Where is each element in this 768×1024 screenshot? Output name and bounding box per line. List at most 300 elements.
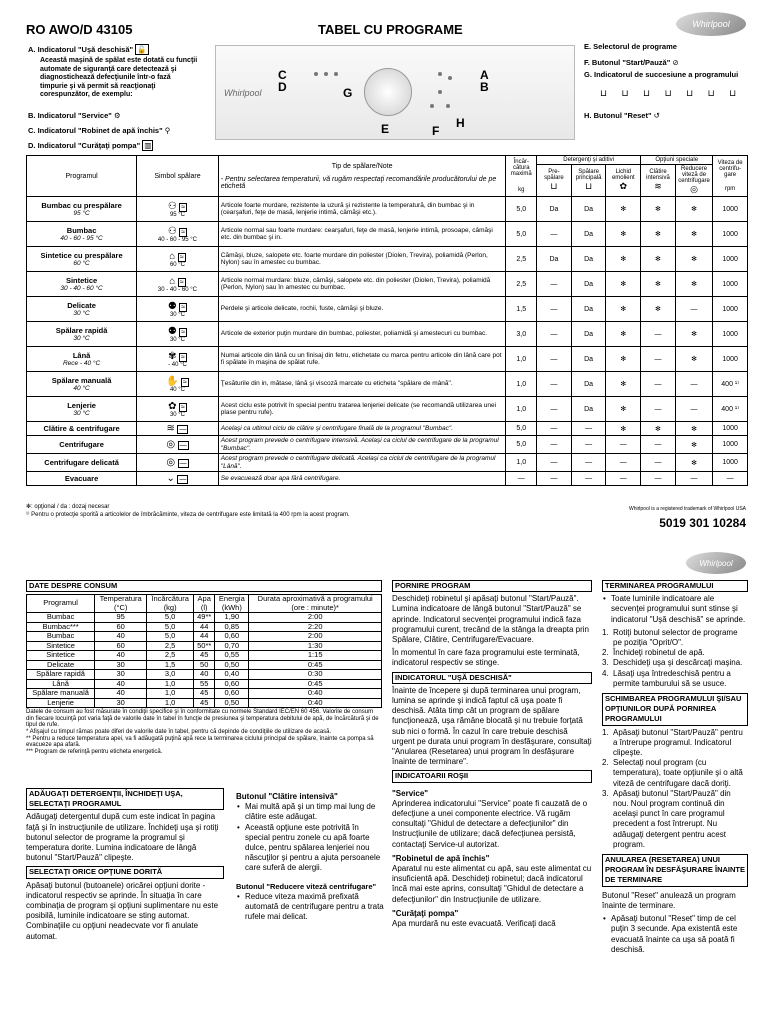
spin-speed: 1000 <box>713 272 748 297</box>
reduce-value: ✻ <box>675 422 712 436</box>
prewash-value: — <box>537 436 572 454</box>
max-load: 3,0 <box>506 322 537 347</box>
program-row <box>27 397 748 422</box>
consumption-cell: 5,0 <box>147 613 194 623</box>
consumption-cell: Bumbac <box>27 632 95 642</box>
options-heading: SELECTAŢI ORICE OPŢIUNE DORITĂ <box>26 866 224 878</box>
program-name: Lână Rece - 40 °C <box>27 347 137 372</box>
consumption-row <box>27 651 382 661</box>
consumption-cell: 1,0 <box>147 698 194 708</box>
trademark-note: Whirlpool is a registered trademark of Whirlpool USA <box>629 506 746 512</box>
prewash-value: Da <box>537 247 572 272</box>
consumption-cell: 0:45 <box>249 660 382 670</box>
reduce-value: — <box>675 397 712 422</box>
softener-value: ✻ <box>606 222 641 247</box>
end-heading: TERMINAREA PROGRAMULUI <box>602 580 748 592</box>
mainwash-value: Da <box>571 247 606 272</box>
start-text-2: În momentul în care faza programului este terminată, indicatorul respectiv se stinge. <box>392 648 580 668</box>
max-load: 5,0 <box>506 222 537 247</box>
change-heading: SCHIMBAREA PROGRAMULUI ŞI/SAU OPŢIUNILOR DUPĂ PORNIREA PROGRAMULUI <box>602 693 748 726</box>
th-load: Încăr-cătura maximă kg <box>506 156 537 197</box>
service-icon: ⚙ <box>113 111 121 120</box>
prewash-value: — <box>537 422 572 436</box>
max-load: 1,0 <box>506 397 537 422</box>
consumption-cell: 40 <box>95 689 147 699</box>
consumption-header: Încărcătura (kg) <box>147 595 194 613</box>
wash-symbol: ✿ ≈ 30 °C <box>137 397 219 422</box>
softener-value: ✻ <box>606 322 641 347</box>
intensive-value: ✻ <box>641 272 676 297</box>
consumption-cell: 44 <box>194 632 215 642</box>
wash-description: Cămăşi, bluze, salopete etc. foarte murdare din poliester (Diolen, Trevira), poliamidă (Perlon, Nylon) sau în amestec cu bumbac. <box>218 247 506 272</box>
program-dial-icon: ✾ <box>168 350 177 362</box>
label-a: A. Indicatorul "Uşă deschisă" 🔓 <box>28 45 147 54</box>
care-label-icon: ≈ <box>181 203 186 211</box>
whirlpool-logo-2: Whirlpool <box>686 552 746 574</box>
footnote-400rpm: ¹⁾ Pentru o protecţie sporită a articolelor de îmbrăcăminte, viteza de centrifugare este limitată la 400 rpm la acest program. <box>26 512 350 518</box>
reduce-value: — <box>675 297 712 322</box>
consumption-cell: 2,5 <box>147 651 194 661</box>
rinse-item: • Această opţiune este potrivită în special pentru zonele cu apă foarte dulce, pentru spălarea lenjeriei nou născuţilor şi pentru a ajuta persoanele care suferă de alergii. <box>236 823 384 874</box>
program-dial-icon: ⚉ <box>167 325 177 337</box>
reduce-value: — <box>675 372 712 397</box>
intensive-value: ✻ <box>641 297 676 322</box>
program-name: Evacuare <box>27 472 137 486</box>
start-text-1: Deschideţi robinetul şi apăsaţi butonul "Start/Pauză". Lumina indicatoare de lângă butonul "Start/Pauză" se aprinde. Indicatorul secvenţei programului indică faza programului curent, trecând de la stânga la dreapta prin Spălare, Clătire, Centrifugare/Evacuare. <box>392 594 590 645</box>
consumption-cell: 1:30 <box>249 641 382 651</box>
spin-speed: 1000 <box>713 436 748 454</box>
care-label-icon: ≈ <box>181 303 186 311</box>
wash-symbol: ✾ ≈ - 40 °C <box>137 347 219 372</box>
usage-instructions-page <box>0 548 768 1024</box>
step-item: 3. Deschideţi uşa şi descărcaţi maşina. <box>602 658 743 668</box>
program-row <box>27 347 748 372</box>
softener-value: ✻ <box>606 372 641 397</box>
detergent-text: Adăugaţi detergentul după cum este indicat în pagina faţă şi în instrucţiunile de utilizare. Închideţi uşa şi rotiţi butonul selector de programe la programul şi temperatura dorite. Lumina indicatoare de lângă butonul "Start/Pauză" clipeşte. <box>26 812 219 863</box>
consumption-note-2: * Afişajul cu timpul rămas poate diferi de valorile date în tabel, pentru că depinde de condiţiile de utilizare de acasă. <box>26 728 332 735</box>
consumption-cell: Bumbac <box>27 613 95 623</box>
intensive-value: — <box>641 347 676 372</box>
rinse-item: • Mai multă apă şi un timp mai lung de clătire este adăugat. <box>236 802 384 822</box>
consumption-cell: 2,5 <box>147 641 194 651</box>
prewash-value: — <box>537 397 572 422</box>
intensive-value: ✻ <box>641 197 676 222</box>
softener-value: — <box>606 436 641 454</box>
intensive-value: — <box>641 322 676 347</box>
intensive-value: — <box>641 472 676 486</box>
consumption-cell: 40 <box>95 679 147 689</box>
program-row <box>27 472 748 486</box>
consumption-note-1: Datele de consum au fost măsurate în condiţii specifice şi în conformitate cu normele Standard IEC/EN 60 456. Valorile de consum din fiecare locuinţă pot varia faţă de valorile date în tabel în funcţie de presiunea şi temperatura debitului de apă, de încărcătură şi de tipul de rufe. <box>26 709 379 729</box>
mainwash-value: — <box>571 472 606 486</box>
consumption-cell: 0:40 <box>249 689 382 699</box>
care-label-icon: ≈ <box>181 403 185 411</box>
care-label-icon: — <box>179 476 187 483</box>
care-label-icon: ≈ <box>179 278 184 286</box>
prewash-value: — <box>537 272 572 297</box>
program-row <box>27 372 748 397</box>
wash-symbol: ⚇ ≈ 40 - 60 - 95 °C <box>137 222 219 247</box>
program-name: Sintetice 30 - 40 - 60 °C <box>27 272 137 297</box>
wash-description: Perdele şi articole delicate, rochii, fuste, câmăşi şi bluze. <box>218 297 506 322</box>
consumption-cell: 50 <box>194 660 215 670</box>
spin-speed: 1000 <box>713 347 748 372</box>
tap-text: Aparatul nu este alimentat cu apă, sau este alimentat cu insuficientă apă. Deschideţi robinetul; dacă indicatorul încă mai este aprins, consultaţi "Ghidul de detectare a defecţiunilor" din Instrucţiunile de utilizare. <box>392 864 592 904</box>
consumption-cell: Delicate <box>27 660 95 670</box>
step-item: 2. Închideţi robinetul de apă. <box>602 648 705 658</box>
prewash-value: Da <box>537 197 572 222</box>
consumption-cell: 45 <box>194 698 215 708</box>
consumption-cell: 0,60 <box>215 679 249 689</box>
consumption-cell: 40 <box>194 670 215 680</box>
wash-description: Numai articole din lână cu un finisaj din fetru, etichetate cu marca pentru articole din lână care pot fi spălate în maşina de spălat rufe. <box>218 347 506 372</box>
program-dial-icon: ⚇ <box>167 225 177 237</box>
th-symbol: Simbol spălare <box>137 156 219 197</box>
program-dial-icon: ≋ <box>166 423 175 434</box>
care-label-icon: ≈ <box>179 253 184 261</box>
options-text: Apăsaţi butonul (butoanele) oricărei opţiuni dorite - indicatorul respectiv se aprinde. În situaţia în care combinaţia de program şi opţiuni suplimentare nu este posibilă, luminile indicatoare se sting automat. Combinaţiile cu opţiuni neadecvate vor fi anulate automat. <box>26 880 219 941</box>
max-load: 1,0 <box>506 372 537 397</box>
max-load: 5,0 <box>506 197 537 222</box>
intensive-value: — <box>641 372 676 397</box>
consumption-row <box>27 698 382 708</box>
consumption-cell: 1,0 <box>147 679 194 689</box>
program-row <box>27 297 748 322</box>
program-table <box>26 155 748 486</box>
door-heading: INDICATORUL "UŞĂ DESCHISĂ" <box>392 672 592 684</box>
spin-speed: 1000 <box>713 247 748 272</box>
label-f: F. Butonul "Start/Pauză" ⊘ <box>584 58 679 67</box>
footnote-optional: ✻: opţional / da : dozaj necesar <box>26 504 110 510</box>
wash-description: Ţesăturile din in, mătase, lână şi viscoză marcate cu eticheta "spălare de mână". <box>218 372 506 397</box>
prewash-value: — <box>537 372 572 397</box>
pump-text: Apa murdară nu este evacuată. Verificaţi dacă <box>392 919 556 929</box>
wash-symbol <box>137 454 219 472</box>
program-dial-icon: ✋ <box>166 375 179 387</box>
mainwash-value: Da <box>571 222 606 247</box>
consumption-cell: Lenjerie <box>27 698 95 708</box>
program-dial-icon: ◎ <box>166 439 176 450</box>
consumption-cell: 0,85 <box>215 622 249 632</box>
consumption-cell: Lână <box>27 679 95 689</box>
start-section <box>392 580 592 932</box>
label-c: C. Indicatorul "Robinet de apă închis" ⚲ <box>28 126 171 135</box>
panel-letter-b: B <box>480 80 489 94</box>
service-text: Aprinderea indicatorului "Service" poate fi cauzată de o defecţiune a unei componente electrice. Vă rugăm consultaţi "Ghidul de detectare a defecţiunilor" din Instrucţiunile de utilizare; dacă defecţiunea persistă, contactaţi Service-ul autorizat. <box>392 798 588 849</box>
panel-logo: Whirlpool <box>224 88 262 98</box>
program-selector-knob <box>364 68 412 116</box>
service-title: "Service" <box>392 788 429 798</box>
start-pause-icon: ⊘ <box>672 58 679 67</box>
cancel-text: Butonul "Reset" anulează un program înainte de terminare. <box>602 890 736 910</box>
th-program: Programul <box>27 156 137 197</box>
consumption-header: Apa (l) <box>194 595 215 613</box>
pump-title: "Curăţaţi pompa" <box>392 908 459 918</box>
wash-symbol: ✋ ≈ 40 °C <box>137 372 219 397</box>
th-speed: Viteza de centrifu-gare rpm <box>713 156 748 197</box>
consumption-cell: 95 <box>95 613 147 623</box>
consumption-row <box>27 670 382 680</box>
spin-speed: 1000 <box>713 454 748 472</box>
reduce-item: • Reduce viteza maximă prefixată automată de centrifugare pentru a trata rufele mai delicat. <box>236 892 384 923</box>
wash-symbol: ⌂ ≈ 60 °C <box>137 247 219 272</box>
wash-symbol: ⚉ ≈ 30 °C <box>137 322 219 347</box>
consumption-cell: 2:00 <box>249 613 382 623</box>
whirlpool-logo: Whirlpool <box>676 12 746 36</box>
prewash-value: — <box>537 222 572 247</box>
consumption-cell: Spălare manuală <box>27 689 95 699</box>
step-item: 1. Apăsaţi butonul "Start/Pauză" pentru a întrerupe programul. Indicatorul clipeşte. <box>602 727 743 758</box>
softener-value: ✻ <box>606 397 641 422</box>
wash-description: Articole normal murdare: bluze, câmăşi, salopete etc. din poliester (Diolen, Trevira), poliamidă (Perlon, Nylon) sau în amestec cu bumbac. <box>218 272 506 297</box>
consumption-heading: DATE DESPRE CONSUM <box>26 580 382 592</box>
prewash-value: — <box>537 322 572 347</box>
prewash-value: — <box>537 472 572 486</box>
label-h: H. Butonul "Reset" ↺ <box>584 111 660 120</box>
th-reduce: Reducere viteză de centrifugare ◎ <box>675 165 712 197</box>
program-dial-icon: ⌂ <box>169 275 176 287</box>
label-b: B. Indicatorul "Service" ⚙ <box>28 111 121 120</box>
consumption-cell: 40 <box>95 651 147 661</box>
consumption-header: Durata aproximativă a programului (ore : minute)* <box>249 595 382 613</box>
intensive-value: ✻ <box>641 222 676 247</box>
spin-speed: 1000 <box>713 197 748 222</box>
consumption-cell: 30 <box>95 660 147 670</box>
control-panel-diagram <box>215 45 575 140</box>
spin-speed: 400 ¹⁾ <box>713 397 748 422</box>
reduce-value: ✻ <box>675 272 712 297</box>
max-load: 1,5 <box>506 297 537 322</box>
program-row <box>27 436 748 454</box>
max-load: 2,5 <box>506 247 537 272</box>
intensive-value: ✻ <box>641 422 676 436</box>
spin-speed: — <box>713 472 748 486</box>
intensive-value: — <box>641 436 676 454</box>
program-dial-icon: ◎ <box>166 457 176 468</box>
max-load: 5,0 <box>506 422 537 436</box>
end-section <box>602 580 748 955</box>
reduce-value: — <box>675 472 712 486</box>
consumption-cell: 0:30 <box>249 670 382 680</box>
consumption-note-4: *** Program de referinţă pentru eticheta energetică. <box>26 748 163 755</box>
red-heading: INDICATOARII ROŞII <box>392 770 592 782</box>
consumption-cell: 1,90 <box>215 613 249 623</box>
spin-speed: 1000 <box>713 422 748 436</box>
softener-value: ✻ <box>606 347 641 372</box>
reduce-value: ✻ <box>675 454 712 472</box>
consumption-cell: Bumbac*** <box>27 622 95 632</box>
program-dial-icon: ⌄ <box>166 473 175 484</box>
tap-icon: ⚲ <box>164 126 171 135</box>
prewash-value: — <box>537 454 572 472</box>
care-label-icon: ≈ <box>181 328 186 336</box>
consumption-row <box>27 613 382 623</box>
sequence-icons: ⊔ ⊔ ⊔ ⊔ ⊔ ⊔ ⊔ <box>600 88 743 98</box>
wash-symbol: ⚉ ≈ 30 °C <box>137 297 219 322</box>
consumption-cell: 60 <box>95 641 147 651</box>
consumption-cell: 0,70 <box>215 641 249 651</box>
mainwash-value: Da <box>571 347 606 372</box>
program-row <box>27 322 748 347</box>
softener-value: — <box>606 472 641 486</box>
consumption-cell: 3,0 <box>147 670 194 680</box>
options-detail-section <box>236 792 384 922</box>
consumption-cell: Sintetice <box>27 641 95 651</box>
intensive-value: — <box>641 397 676 422</box>
consumption-header: Programul <box>27 595 95 613</box>
max-load: 5,0 <box>506 436 537 454</box>
program-name: Delicate 30 °C <box>27 297 137 322</box>
mainwash-value: Da <box>571 397 606 422</box>
wash-description: Acest program prevede o centrifugare intensivă. Acelaşi ca ciclul de centrifugare de la programul "Bumbac". <box>218 436 506 454</box>
spin-speed: 1000 <box>713 297 748 322</box>
program-name: Spălare manuală 40 °C <box>27 372 137 397</box>
consumption-cell: 2:20 <box>249 622 382 632</box>
consumption-cell: 0,55 <box>215 651 249 661</box>
consumption-cell: 5,0 <box>147 632 194 642</box>
step-item: 1. Rotiţi butonul selector de programe pe poziţia "Oprit/O". <box>602 627 738 648</box>
wash-description: Se evacuează doar apa fără centrifugare. <box>218 472 506 486</box>
label-g: G. Indicatorul de succesiune a programului <box>584 70 739 79</box>
consumption-cell: 1:15 <box>249 651 382 661</box>
pump-icon: ▥ <box>144 141 152 150</box>
mainwash-value: Da <box>571 197 606 222</box>
consumption-table <box>26 594 382 708</box>
detergent-section <box>26 788 224 945</box>
reduce-value: ✻ <box>675 436 712 454</box>
th-type: Tip de spălare/Note - Pentru selectarea temperaturii, vă rugăm respectaţi recomandările producătorului de pe etichetă <box>218 156 506 197</box>
step-item: 4. Lăsaţi uşa întredeschisă pentru a permite tamburului să se usuce. <box>602 668 731 688</box>
wash-description: Articole de exterior puţin murdare din bumbac, poliester, poliamidă şi amestecuri cu bumbac. <box>218 322 506 347</box>
spin-speed: 400 ¹⁾ <box>713 372 748 397</box>
consumption-cell: 5,0 <box>147 622 194 632</box>
program-dial-icon: ⚉ <box>167 300 177 312</box>
program-name: Lenjerie 30 °C <box>27 397 137 422</box>
wash-symbol: ⌂ ≈ 30 - 40 - 60 °C <box>137 272 219 297</box>
care-label-icon: ≈ <box>181 353 185 361</box>
label-e: E. Selectorul de programe <box>584 42 677 51</box>
reduce-value: ✻ <box>675 222 712 247</box>
mainwash-value: Da <box>571 372 606 397</box>
prewash-value: — <box>537 297 572 322</box>
consumption-cell: 55 <box>194 679 215 689</box>
softener-value: ✻ <box>606 297 641 322</box>
panel-letter-c: C <box>278 68 287 82</box>
mainwash-value: — <box>571 422 606 436</box>
consumption-cell: 44 <box>194 622 215 632</box>
program-row <box>27 454 748 472</box>
reduce-value: ✻ <box>675 347 712 372</box>
care-label-icon: — <box>179 460 187 467</box>
panel-letter-d: D <box>278 80 287 94</box>
consumption-cell: 0,40 <box>215 670 249 680</box>
reset-icon: ↺ <box>653 111 660 120</box>
consumption-section <box>26 580 382 755</box>
th-options: Opţiuni speciale <box>641 156 713 165</box>
wash-symbol <box>137 472 219 486</box>
max-load: — <box>506 472 537 486</box>
program-name: Clătire & centrifugare <box>27 422 137 436</box>
mainwash-value: — <box>571 454 606 472</box>
program-name: Centrifugare <box>27 436 137 454</box>
reduce-value: ✻ <box>675 322 712 347</box>
max-load: 1,0 <box>506 454 537 472</box>
th-mainwash: Spălare principală ⊔ <box>571 165 606 197</box>
program-row <box>27 422 748 436</box>
panel-letter-f: F <box>432 124 440 138</box>
cancel-bullet: • Apăsaţi butonul "Reset" timp de cel puţin 3 secunde. Apa existentă este evacuată înainte ca uşa să poată fi deschisă. <box>602 914 748 955</box>
mainwash-value: Da <box>571 297 606 322</box>
consumption-cell: 0,50 <box>215 660 249 670</box>
care-label-icon: — <box>179 426 187 433</box>
mainwash-value: Da <box>571 272 606 297</box>
program-name: Sintetice cu prespălare 60 °C <box>27 247 137 272</box>
program-row <box>27 272 748 297</box>
consumption-cell: 49** <box>194 613 215 623</box>
program-row <box>27 197 748 222</box>
softener-value: ✻ <box>606 422 641 436</box>
page-title: TABEL CU PROGRAME <box>318 22 463 37</box>
cancel-heading: ANULAREA (RESETAREA) UNUI PROGRAM ÎN DESFĂŞURARE ÎNAINTE DE TERMINARE <box>602 854 748 887</box>
consumption-note-3: ** Pentru a reduce temperatura apei, va fi adăugată puţină apă rece la terminarea ciclului principal de spălare, înainte ca pompa să evacueze apa afară. <box>26 735 374 749</box>
wash-description: Acest program prevede o centrifugare delicată. Acelaşi ca ciclul de centrifugare de la programul "Lână". <box>218 454 506 472</box>
mainwash-value: — <box>571 436 606 454</box>
care-label-icon: ≈ <box>183 378 187 386</box>
consumption-cell: 50** <box>194 641 215 651</box>
program-row <box>27 222 748 247</box>
spin-speed: 1000 <box>713 322 748 347</box>
consumption-cell: Sintetice <box>27 651 95 661</box>
wash-description: Acelaşi ca ultimul ciclu de clătire şi centrifugare finală de la programul "Bumbac". <box>218 422 506 436</box>
intensive-value: ✻ <box>641 247 676 272</box>
th-softener: Lichid emolient ✿ <box>606 165 641 197</box>
program-dial-icon: ⚇ <box>167 200 177 212</box>
consumption-cell: 0,60 <box>215 632 249 642</box>
model-number: RO AWO/D 43105 <box>26 22 133 37</box>
wash-symbol <box>137 436 219 454</box>
end-bullet: • Toate luminile indicatoare ale secvenţei programului sunt stinse şi indicatorul "Uşă deschisă" se aprinde. <box>602 594 748 625</box>
wash-description: Articole foarte murdare, rezistente la uzură şi rezistente la temperatură, din bumbac şi in (cearşafuri, feţe de masă, lenjerie intimă, câmăşi etc.). <box>218 197 506 222</box>
reduce-value: ✻ <box>675 247 712 272</box>
spin-speed: 1000 <box>713 222 748 247</box>
care-label-icon: — <box>179 442 187 449</box>
panel-letter-a: A <box>480 68 489 82</box>
panel-letter-g: G <box>343 86 353 100</box>
step-item: 2. Selectaţi noul program (cu temperatura), toate opţiunile şi o altă viteză de centrifugare dacă doriţi. <box>602 758 743 788</box>
softener-value: ✻ <box>606 272 641 297</box>
consumption-row <box>27 689 382 699</box>
consumption-cell: 0:45 <box>249 679 382 689</box>
tap-title: "Robinetul de apă închis" <box>392 853 490 863</box>
consumption-cell: 0,50 <box>215 698 249 708</box>
label-a-text: Această maşină de spălat este dotată cu funcţii automate de siguranţă care detectează şi diagnostichează defecţiunile într-o fază timpurie şi vă permit să reacţionaţi corespunzător, de exemplu: <box>40 57 198 98</box>
consumption-row <box>27 632 382 642</box>
consumption-cell: 40 <box>95 632 147 642</box>
consumption-cell: Spălare rapidă <box>27 670 95 680</box>
label-d: D. Indicatorul "Curăţaţi pompa" ▥ <box>28 141 152 150</box>
wash-description: Articole normal sau foarte murdare: cearşafuri, feţe de masă, lenjerie intimă, prosoape, câmăşi etc. din bumbac şi in. <box>218 222 506 247</box>
consumption-header: Temperatura (°C) <box>95 595 147 613</box>
softener-value: ✻ <box>606 247 641 272</box>
wash-symbol <box>137 422 219 436</box>
consumption-cell: 2:00 <box>249 632 382 642</box>
program-dial-icon: ✿ <box>168 400 177 412</box>
softener-value: — <box>606 454 641 472</box>
mainwash-value: Da <box>571 322 606 347</box>
consumption-cell: 30 <box>95 698 147 708</box>
max-load: 1,0 <box>506 347 537 372</box>
program-row <box>27 247 748 272</box>
